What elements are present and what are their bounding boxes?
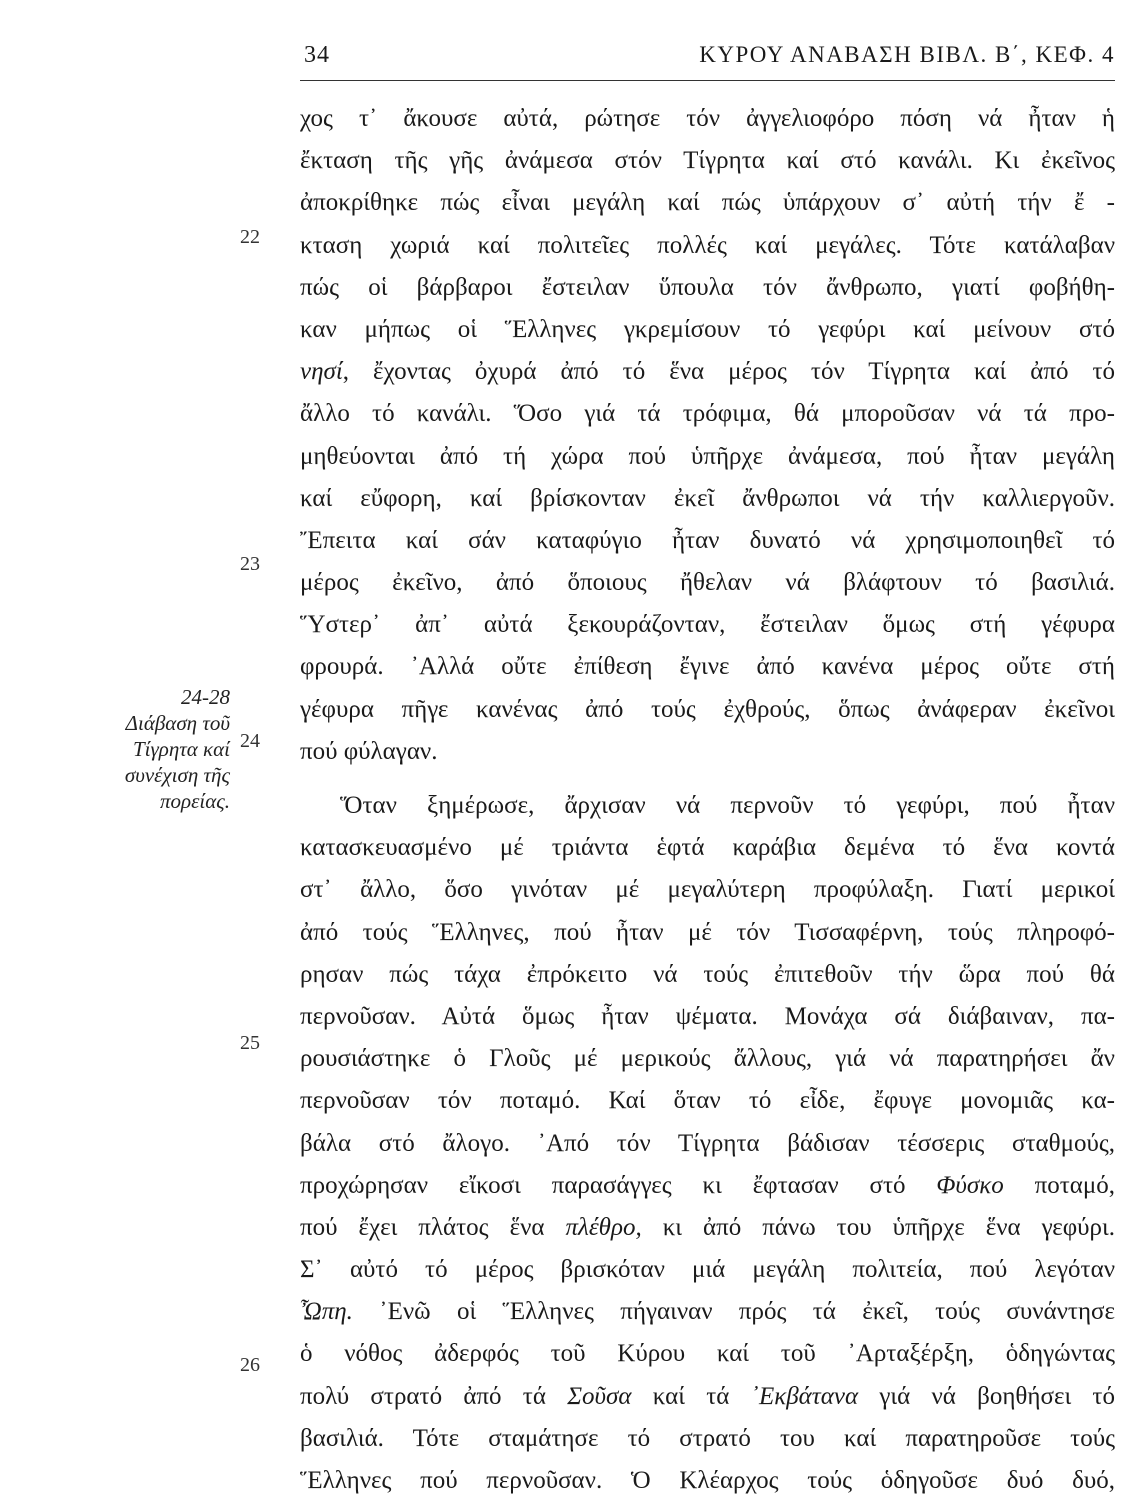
italic-place-name: Σοῦσα (567, 1382, 632, 1410)
text-line (300, 1376, 1115, 1418)
text-line: ἔκταση τῆς γῆς ἀνάμεσα στόν Τίγρητα καί στό κανάλι. Κι ἐκεῖνος (300, 147, 1115, 175)
paragraph-gap (300, 773, 1115, 785)
text-line: περνοῦσαν τόν ποταμό. Καί ὅταν τό εἶδε, ἔφυγε μονομιᾶς κα- (300, 1087, 1115, 1115)
side-note-line: συνέχιση τῆς (124, 763, 230, 787)
text-span: ᾿Ενῶ οἱ Ἕλληνες πήγαιναν πρός τά ἐκεῖ, τούς συνάντησε (352, 1298, 1115, 1326)
text-line: ἄλλο τό κανάλι. Ὅσο γιά τά τρόφιμα, θά μποροῦσαν νά τά προ- (300, 400, 1115, 428)
text-line: στ᾿ ἄλλο, ὅσο γινόταν μέ μεγαλύτερη προφύλαξη. Γιατί μερικοί (300, 876, 1115, 904)
text-span: γιά νά βοηθήσει τό (858, 1382, 1115, 1410)
text-line (300, 1291, 1115, 1333)
side-note-line: Διάβαση τοῦ (125, 711, 230, 735)
text-line: ρησαν πώς τάχα ἐπρόκειτο νά τούς ἐπιτεθοῦν τήν ὥρα πού θά (300, 960, 1115, 988)
text-line (300, 1207, 1115, 1249)
text-span: πού ἔχει πλάτος ἕνα (300, 1213, 566, 1241)
verse-number-24: 24 (240, 730, 260, 752)
text-line: βασιλιά. Τότε σταμάτησε τό στρατό του καί παρατηροῦσε τούς (300, 1424, 1115, 1452)
text-line: Ὅταν ξημέρωσε, ἄρχισαν νά περνοῦν τό γεφύρι, πού ἦταν (340, 792, 1115, 819)
text-line: ὁ νόθος ἀδερφός τοῦ Κύρου καί τοῦ ᾿Αρταξέρξη, ὁδηγώντας (300, 1340, 1115, 1368)
text-line: μέρος ἐκεῖνο, ἀπό ὅποιους ἤθελαν νά βλάφτουν τό βασιλιά. (300, 569, 1115, 597)
italic-place-name: Ὦπη. (300, 1298, 353, 1326)
text-line: πού φύλαγαν. (300, 737, 438, 765)
text-span: καί τά (631, 1382, 751, 1410)
italic-place-name: Φύσκο (936, 1171, 1004, 1199)
text-span: προχώρησαν εἴκοσι παρασάγγες κι ἔφτασαν στό (300, 1171, 937, 1199)
text-line (300, 1165, 1115, 1207)
text-line: Ἔπειτα καί σάν καταφύγιο ἦταν δυνατό νά χρησιμοποιηθεῖ τό (300, 526, 1115, 554)
text-line: κταση χωριά καί πολιτεῖες πολλές καί μεγάλες. Τότε κατάλαβαν (300, 231, 1115, 259)
side-note (100, 684, 230, 814)
text-line: μηθεύονται ἀπό τή χώρα πού ὑπῆρχε ἀνάμεσα, πού ἦταν μεγάλη (300, 442, 1115, 470)
side-note-line: Τίγρητα καί (132, 737, 230, 761)
text-line: ρουσιάστηκε ὁ Γλοῦς μέ μερικούς ἄλλους, γιά νά παρατηρήσει ἄν (300, 1045, 1115, 1073)
header-rule (300, 80, 1115, 81)
text-line: ἀποκρίθηκε πώς εἶναι μεγάλη καί πώς ὑπάρχουν σ᾿ αὐτή τήν ἔ - (300, 189, 1115, 217)
page-number: 34 (304, 42, 330, 68)
text-line: καν μήπως οἱ Ἕλληνες γκρεμίσουν τό γεφύρι καί μείνουν στό (300, 315, 1115, 343)
verse-number-25: 25 (240, 1032, 260, 1054)
text-line: καί εὔφορη, καί βρίσκονταν ἐκεῖ ἄνθρωποι νά τήν καλλιεργοῦν. (300, 484, 1115, 512)
text-line: βάλα στό ἄλογο. ᾿Από τόν Τίγρητα βάδισαν τέσσερις σταθμούς, (300, 1129, 1115, 1157)
text-line: περνοῦσαν. Αὐτά ὅμως ἦταν ψέματα. Μονάχα σά διάβαιναν, πα- (300, 1002, 1115, 1030)
text-line: πώς οἱ βάρβαροι ἔστειλαν ὕπουλα τόν ἄνθρωπο, γιατί φοβήθη- (300, 273, 1115, 301)
italic-term: πλέθρο, (565, 1213, 642, 1241)
text-line: Ἕλληνες πού περνοῦσαν. Ὁ Κλέαρχος τούς ὁδηγοῦσε δυό δυό, (300, 1467, 1115, 1494)
text-line: κατασκευασμένο μέ τριάντα ἑφτά καράβια δεμένα τό ἕνα κοντά (300, 834, 1115, 862)
side-note-range: 24-28 (181, 685, 230, 709)
italic-place-name: ᾿Εκβάτανα (750, 1382, 859, 1410)
text-line: Σ᾿ αὐτό τό μέρος βρισκόταν μιά μεγάλη πολιτεία, πού λεγόταν (300, 1256, 1115, 1284)
text-line (300, 351, 1115, 393)
running-title: ΚΥΡΟΥ ΑΝΑΒΑΣΗ ΒΙΒΛ. Β΄, ΚΕΦ. 4 (699, 42, 1115, 67)
page-header (300, 42, 1115, 78)
text-span: , ἔχοντας ὀχυρά ἀπό τό ἕνα μέρος τόν Τίγρητα καί ἀπό τό (342, 358, 1115, 386)
verse-number-26: 26 (240, 1354, 260, 1376)
text-line: χος τ᾿ ἄκουσε αὐτά, ρώτησε τόν ἀγγελιοφόρο πόση νά ἦταν ἡ (300, 105, 1115, 132)
side-note-line: πορείας. (159, 789, 230, 813)
text-span: κι ἀπό πάνω του ὑπῆρχε ἕνα γεφύρι. (641, 1213, 1115, 1241)
italic-place-name: νησί (300, 358, 343, 386)
text-span: ποταμό, (1003, 1171, 1115, 1199)
text-line: ἀπό τούς Ἕλληνες, πού ἦταν μέ τόν Τισσαφέρνη, τούς πληροφό- (300, 918, 1115, 946)
text-line: Ὕστερ᾿ ἀπ᾿ αὐτά ξεκουράζονταν, ἔστειλαν ὅμως στή γέφυρα (300, 611, 1115, 639)
text-line: γέφυρα πῆγε κανένας ἀπό τούς ἐχθρούς, ὅπως ἀνάφεραν ἐκεῖνοι (300, 695, 1115, 723)
verse-number-22: 22 (240, 226, 260, 248)
text-line: φρουρά. ᾿Αλλά οὔτε ἐπίθεση ἔγινε ἀπό κανένα μέρος οὔτε στή (300, 653, 1115, 681)
text-span: πολύ στρατό ἀπό τά (300, 1382, 568, 1410)
text-column (300, 98, 1115, 1502)
verse-number-23: 23 (240, 553, 260, 575)
